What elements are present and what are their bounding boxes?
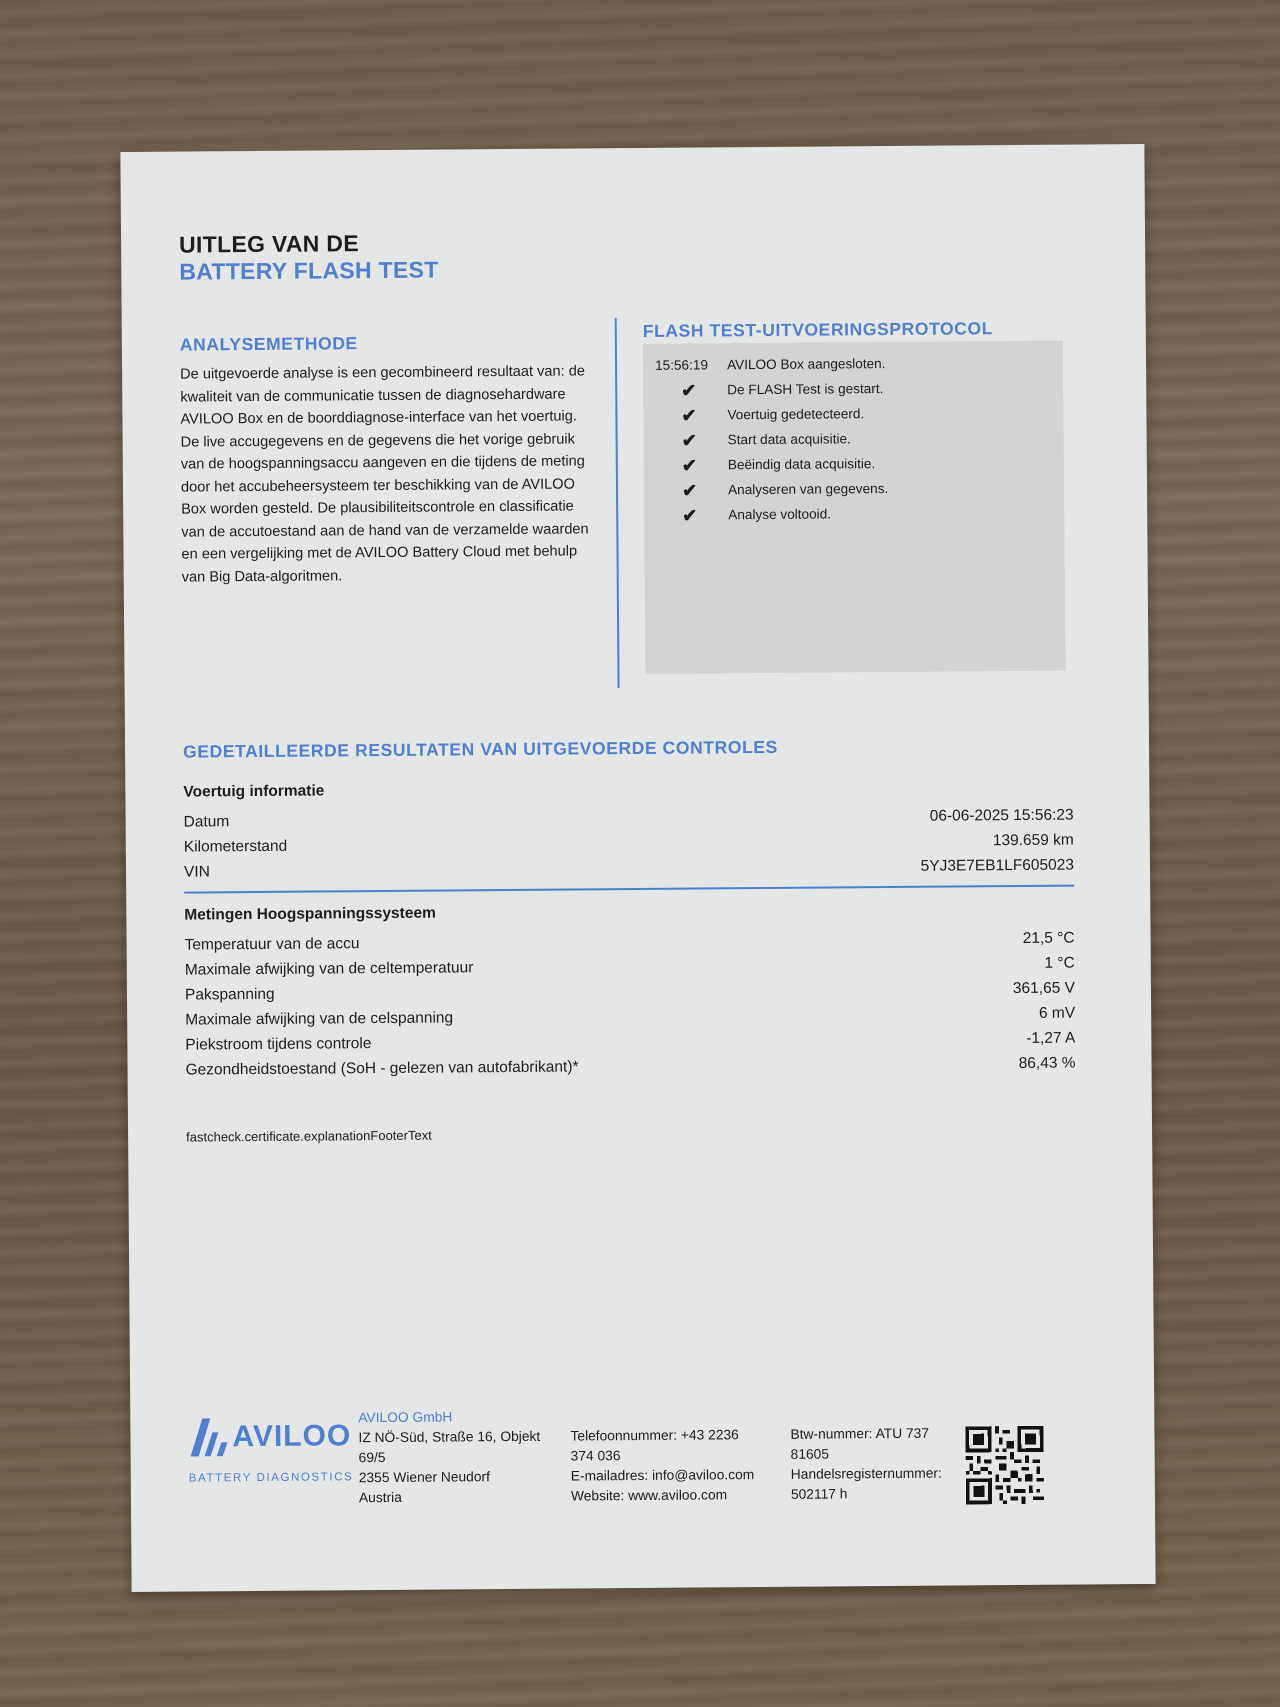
registry-line: 502117 h <box>790 1486 848 1502</box>
result-row <box>184 855 1074 884</box>
analysis-heading: ANALYSEMETHODE <box>179 333 358 355</box>
footer-contact <box>570 1425 754 1506</box>
registry-line: Btw-nummer: ATU 737 <box>790 1425 930 1442</box>
protocol-heading: FLASH TEST-UITVOERINGSPROTOCOL <box>642 318 994 341</box>
result-row <box>184 830 1074 859</box>
address-line: 69/5 <box>358 1450 386 1466</box>
aviloo-logo-icon <box>188 1416 228 1456</box>
result-row <box>185 1053 1075 1082</box>
checkmark-icon: ✔ <box>681 430 697 451</box>
result-row <box>185 928 1075 957</box>
result-label: Maximale afwijking van de celspanning <box>185 1009 454 1029</box>
address-line: 2355 Wiener Neudorf <box>358 1469 490 1486</box>
checkmark-icon: ✔ <box>682 505 698 526</box>
contact-line: Telefoonnummer: +43 2236 <box>570 1427 739 1444</box>
result-value: -1,27 A <box>1026 1029 1076 1047</box>
company-name: AVILOO GmbH <box>358 1409 453 1426</box>
protocol-log <box>643 341 1066 674</box>
result-row <box>185 978 1075 1007</box>
protocol-label: AVILOO Box aangesloten. <box>726 356 886 373</box>
contact-line: E-mailadres: info@aviloo.com <box>570 1467 755 1484</box>
result-value: 21,5 °C <box>1022 929 1075 947</box>
registry-line: 81605 <box>790 1446 830 1462</box>
contact-line: Website: www.aviloo.com <box>570 1487 728 1504</box>
result-label: VIN <box>183 863 210 881</box>
protocol-label: Analyseren van gegevens. <box>727 481 889 498</box>
checkmark-icon: ✔ <box>681 380 697 401</box>
result-label: Piekstroom tijdens controle <box>185 1035 372 1054</box>
result-label: Kilometerstand <box>183 837 288 856</box>
result-label: Gezondheidstoestand (SoH - gelezen van autofabrikant)* <box>185 1058 579 1079</box>
analysis-text: De uitgevoerde analyse is een gecombineerd resultaat van: de kwaliteit van de communicatie tussen de diagnosehardware AVILOO Box en de boorddiagnose-interface van het voertuig. De live accugegevens en de gegevens die het vorige gebruik van de hoogspanningsaccu aangeven en die tijdens de meting door het accubeheersysteem ter beschikking van de AVILOO Box worden gesteld. De plausibiliteitscontrole en classificatie van de accutoestand aan de hand van de verzamelde waarden en een vergelijking met de AVILOO Battery Cloud met behulp van Big Data-algoritmen. <box>180 363 589 586</box>
registry-line: Handelsregisternummer: <box>790 1465 942 1482</box>
protocol-label: De FLASH Test is gestart. <box>727 381 884 398</box>
result-value: 5YJ3E7EB1LF605023 <box>920 856 1075 875</box>
protocol-label: Beëindig data acquisitie. <box>727 456 876 473</box>
result-label: Maximale afwijking van de celtemperatuur <box>184 959 474 979</box>
result-value: 139.659 km <box>992 831 1074 850</box>
result-row <box>184 805 1074 834</box>
result-row <box>185 1028 1075 1057</box>
page-title <box>179 230 439 286</box>
logo-wordmark: AVILOO <box>232 1419 352 1454</box>
result-value: 361,65 V <box>1012 979 1076 998</box>
aviloo-logo <box>188 1415 358 1485</box>
title-line-2: BATTERY FLASH TEST <box>179 256 439 285</box>
result-label: Pakspanning <box>184 985 275 1004</box>
result-value: 06-06-2025 15:56:23 <box>929 806 1074 825</box>
address-line: IZ NÖ-Süd, Straße 16, Objekt <box>358 1428 541 1446</box>
checkmark-icon: ✔ <box>681 455 698 476</box>
address-line: Austria <box>358 1489 402 1506</box>
result-label: Temperatuur van de accu <box>184 935 360 954</box>
protocol-label: Voertuig gedetecteerd. <box>727 406 865 423</box>
result-row <box>185 1003 1075 1032</box>
protocol-label: Start data acquisitie. <box>727 431 851 448</box>
title-line-1: UITLEG VAN DE <box>178 230 360 258</box>
footer-address <box>358 1407 541 1508</box>
certificate-page <box>120 144 1155 1592</box>
logo-tagline: BATTERY DIAGNOSTICS <box>188 1471 354 1485</box>
checkmark-icon: ✔ <box>681 405 697 426</box>
contact-line: 374 036 <box>570 1448 621 1464</box>
protocol-label: Analyse voltooid. <box>728 506 832 523</box>
section-divider <box>184 885 1074 893</box>
result-row <box>185 953 1075 982</box>
protocol-time: 15:56:19 <box>654 357 709 373</box>
results-heading: GEDETAILLEERDE RESULTATEN VAN UITGEVOERDE CONTROLES <box>182 736 778 762</box>
result-label: Datum <box>183 813 230 831</box>
column-divider <box>615 318 619 688</box>
measurements-heading: Metingen Hoogspanningssysteem <box>184 904 436 924</box>
footnote-text: fastcheck.certificate.explanationFooterText <box>186 1127 432 1145</box>
checkmark-icon: ✔ <box>681 480 698 501</box>
result-value: 6 mV <box>1038 1004 1076 1022</box>
vehicle-info-heading: Voertuig informatie <box>183 782 325 801</box>
footer-registry <box>790 1424 942 1505</box>
result-value: 86,43 % <box>1018 1054 1076 1073</box>
qr-code-icon[interactable] <box>965 1426 1044 1505</box>
result-value: 1 °C <box>1044 954 1075 972</box>
